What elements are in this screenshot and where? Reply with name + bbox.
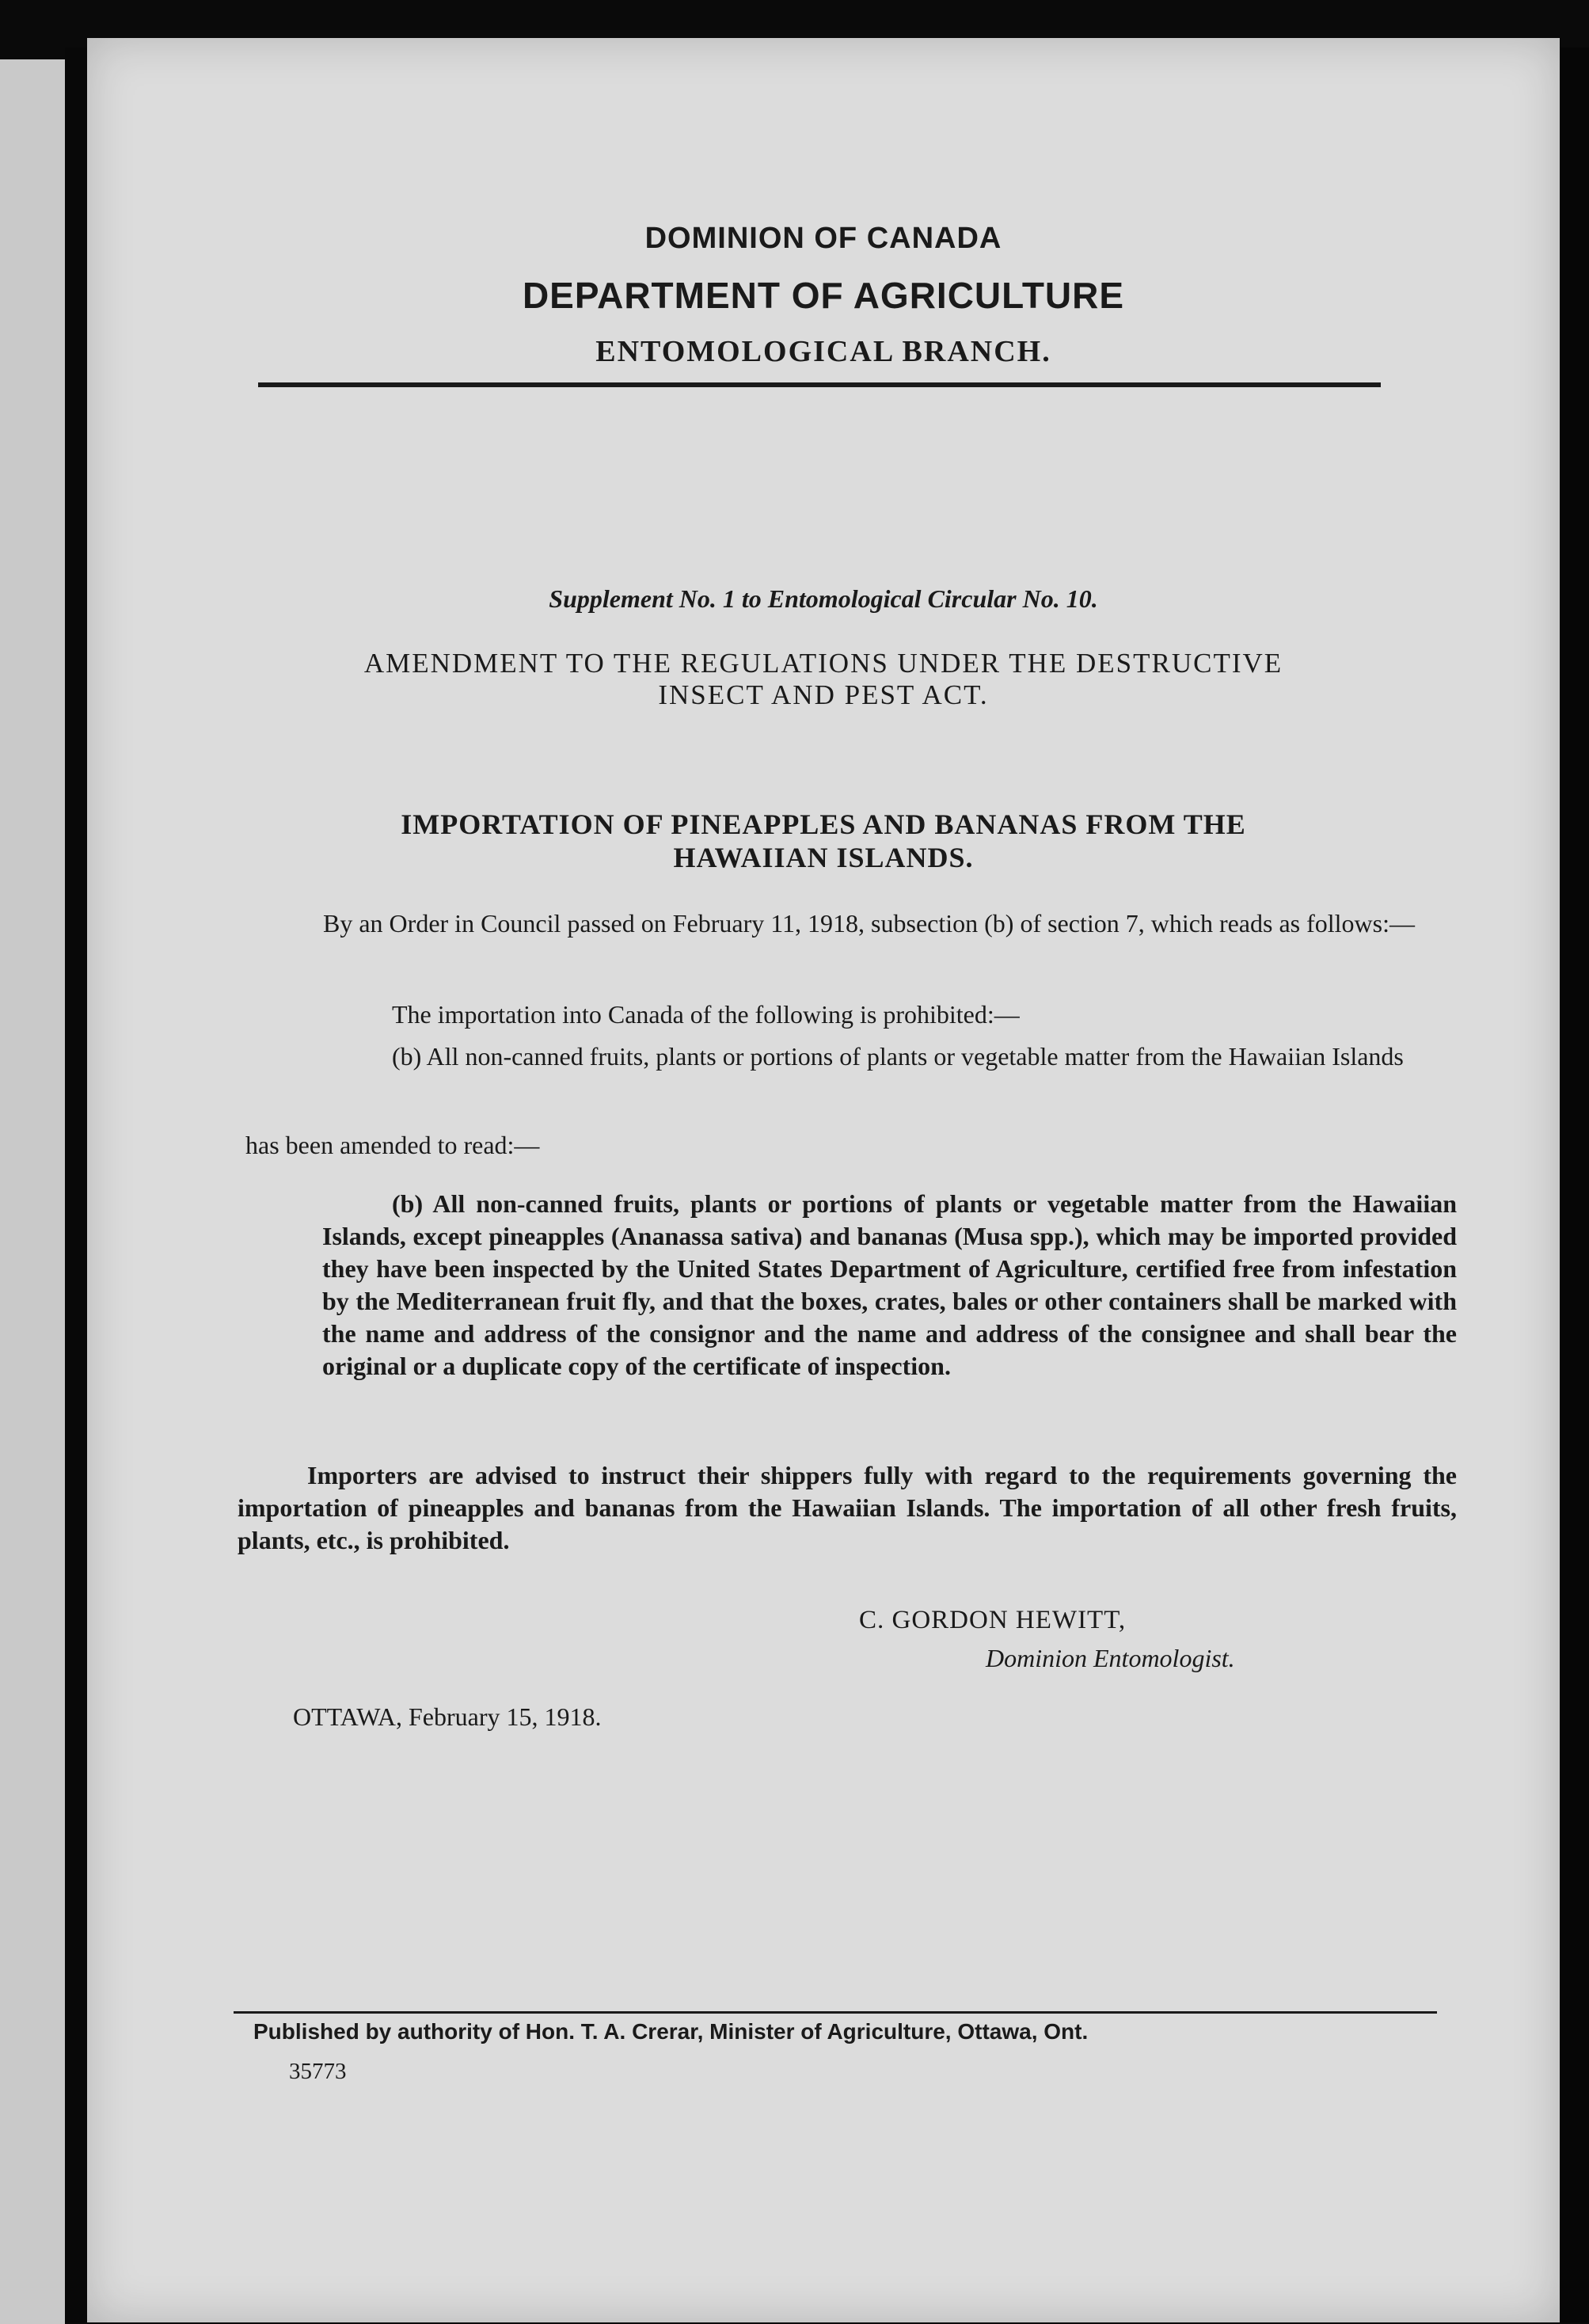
original-regulation-line1: The importation into Canada of the following is prohibited:— (392, 1000, 1020, 1029)
signature-name: C. GORDON HEWITT, (859, 1606, 1127, 1634)
publication-note: Published by authority of Hon. T. A. Crerar, Minister of Agriculture, Ottawa, Ont. (253, 2019, 1089, 2044)
original-regulation-line2: (b) All non-canned fruits, plants or portions of plants or vegetable matter from the Hawaiian Islands (392, 1042, 1404, 1071)
amendment-title-line1: AMENDMENT TO THE REGULATIONS UNDER THE DESTRUCTIVE (363, 648, 1283, 679)
book-gutter (65, 48, 87, 2322)
closing-paragraph (238, 1459, 1457, 1557)
subject-title-line1: IMPORTATION OF PINEAPPLES AND BANANAS FROM THE (401, 808, 1246, 840)
header-dominion: DOMINION OF CANADA (644, 222, 1002, 255)
supplement-line: Supplement No. 1 to Entomological Circular No. 10. (549, 584, 1098, 613)
scan-border (1560, 48, 1589, 2322)
header-department: DEPARTMENT OF AGRICULTURE (522, 275, 1125, 316)
amended-intro-text: has been amended to read:— (245, 1131, 540, 1159)
document-page (87, 38, 1560, 2322)
intro-paragraph (253, 907, 1457, 940)
print-number: 35773 (289, 2059, 347, 2084)
intro-text: By an Order in Council passed on February 11, 1918, subsection (b) of section 7, which reads as follows:— (323, 909, 1415, 938)
dateline: OTTAWA, February 15, 1918. (293, 1702, 602, 1731)
amended-intro (245, 1129, 1449, 1162)
signature-title: Dominion Entomologist. (986, 1644, 1235, 1672)
closing-text: Importers are advised to instruct their shippers fully with regard to the requirements governing the importation of pineapples and bananas from the Hawaiian Islands. The importation of all other fresh fruits, plants, etc., is prohibited. (238, 1461, 1457, 1554)
header-branch: ENTOMOLOGICAL BRANCH. (595, 335, 1051, 368)
amended-regulation-text: (b) All non-canned fruits, plants or portions of plants or vegetable matter from the Hawaiian Islands, except pineapples (Ananassa sativa) and bananas (Musa spp.), which may be imported provided they have been inspected by the United States Department of Agriculture, certified free from infestation by the Mediterranean fruit fly, and that the boxes, crates, bales or other containers shall be marked with the name and address of the consignor and the name and address of the consignee and shall bear the original or a duplicate copy of the certificate of inspection. (322, 1189, 1457, 1380)
amended-regulation (322, 1188, 1457, 1383)
header-rule (258, 382, 1381, 387)
subject-title-line2: HAWAIIAN ISLANDS. (673, 842, 974, 873)
amendment-title-line2: INSECT AND PEST ACT. (658, 679, 989, 710)
adjacent-page-edge (0, 59, 65, 2324)
footer-rule (234, 2011, 1437, 2014)
original-regulation (322, 998, 1457, 1073)
